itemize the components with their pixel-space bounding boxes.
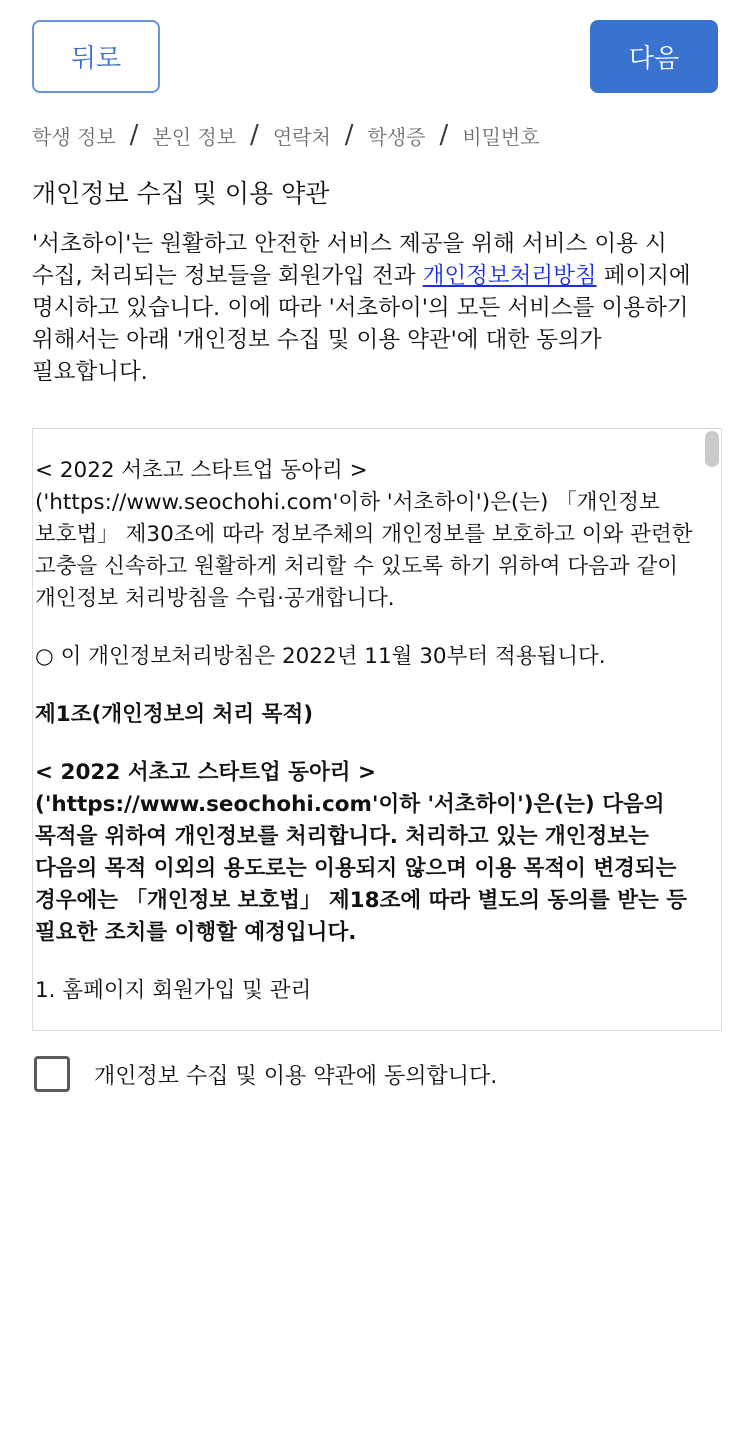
- intro-text-after: 페이지에 명시하고 있습니다. 이에 따라 '서초하이'의 모든 서비스를 이용하기 위해서는 아래 '개인정보 수집 및 이용 약관'에 대한 동의가 필요합니다.: [32, 263, 691, 385]
- agree-label[interactable]: 개인정보 수집 및 이용 약관에 동의합니다.: [94, 1063, 498, 1089]
- terms-scroll-box[interactable]: [32, 428, 722, 1031]
- step-personal-info: 본인 정보: [152, 124, 237, 149]
- step-separator: /: [439, 120, 449, 150]
- intro-text: [32, 228, 722, 388]
- step-contact: 연락처: [272, 124, 331, 149]
- terms-effective-date: ○ 이 개인정보처리방침은 2022년 11월 30부터 적용됩니다.: [35, 644, 606, 669]
- article-title: 제1조(개인정보의 처리 목적): [35, 702, 314, 727]
- article-body: < 2022 서초고 스타트업 동아리 >('https://www.seochohi.com'이하 '서초하이')은(는) 다음의 목적을 위하여 개인정보를 처리합니다. 처리하고 있는 개인정보는 다음의 목적 이외의 용도로는 이용되지 않으며 이용 목적이 변경되는 경우에는 「개인정보 보호법」 제18조에 따라 별도의 동의를 받는 등 필요한 조치를 이행할 예정입니다.: [35, 760, 688, 945]
- step-separator: /: [250, 120, 259, 150]
- step-separator: /: [129, 120, 139, 150]
- step-breadcrumb: [32, 118, 540, 152]
- step-separator: /: [344, 120, 354, 150]
- back-button[interactable]: 뒤로: [32, 20, 160, 93]
- intro-text-before: '서초하이'는 원활하고 안전한 서비스 제공을 위해 서비스 이용 시 수집, 처리되는 정보들을 회원가입 전과: [32, 231, 667, 289]
- terms-list-item: 1. 홈페이지 회원가입 및 관리: [35, 978, 312, 1003]
- step-student-info: 학생 정보: [32, 124, 116, 149]
- terms-paragraph: < 2022 서초고 스타트업 동아리 >('https://www.seochohi.com'이하 '서초하이')은(는) 「개인정보 보호법」 제30조에 따라 정보주체의 개인정보를 보호하고 이와 관련한 고충을 신속하고 원활하게 처리할 수 있도록 하기 위하여 다음과 같이 개인정보 처리방침을 수립·공개합니다.: [35, 458, 693, 611]
- step-student-id: 학생증: [367, 124, 426, 149]
- agreement-row[interactable]: [34, 1054, 497, 1094]
- terms-content: [35, 455, 703, 1031]
- step-password: 비밀번호: [462, 124, 540, 149]
- privacy-policy-link[interactable]: 개인정보처리방침: [422, 263, 597, 289]
- next-button[interactable]: 다음: [590, 20, 718, 93]
- agree-checkbox[interactable]: [34, 1056, 70, 1092]
- section-title: 개인정보 수집 및 이용 약관: [32, 179, 330, 208]
- scrollbar-thumb[interactable]: [705, 431, 719, 467]
